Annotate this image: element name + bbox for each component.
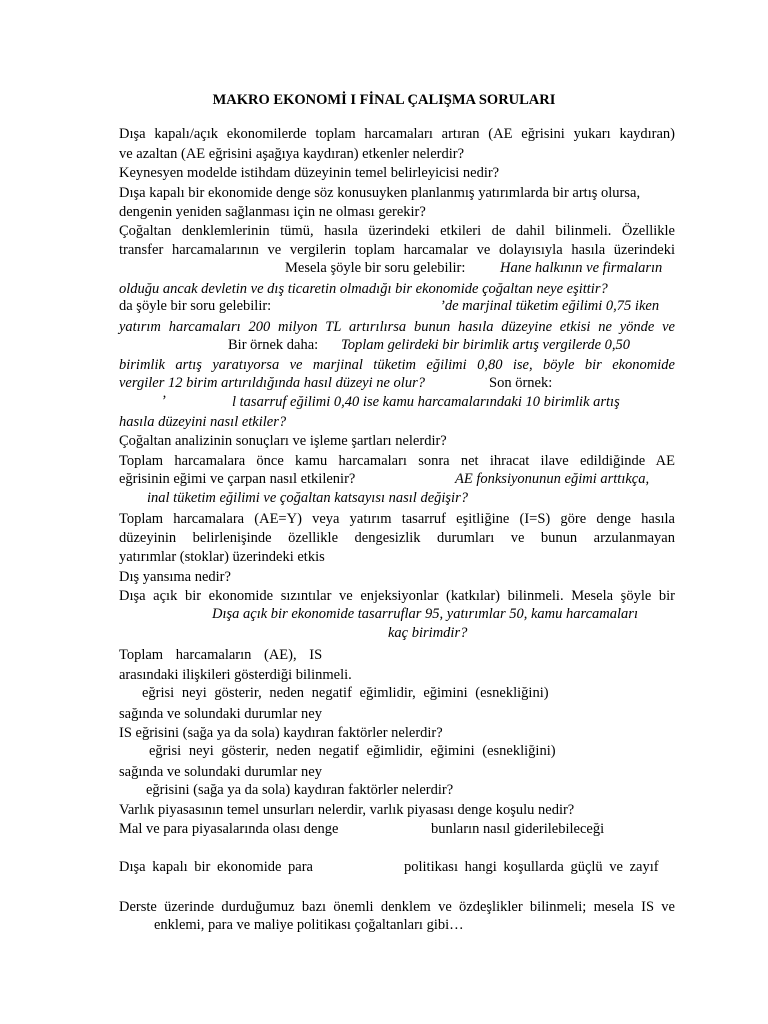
text-fragment: da şöyle bir soru gelebilir:	[119, 298, 272, 314]
text-fragment: Dışa açık bir ekonomide tasarruflar 95, yatırımlar 50, kamu harcamaları	[212, 606, 638, 622]
text-fragment: ’	[161, 393, 166, 409]
text-fragment: bunların nasıl giderilebileceği	[431, 821, 605, 837]
text-line: olduğu ancak devletin ve dış ticaretin olmadığı bir ekonomide çoğaltan neye eşittir?	[119, 281, 608, 297]
text-fragment: vergiler 12 birim artırıldığında hasıl düzeyi ne olur?	[119, 375, 425, 391]
text-line: Toplam harcamalara (AE=Y) veya yatırım tasarruf eşitliğine (I=S) göre denge hasıla	[119, 511, 675, 527]
text-fragment: inal tüketim eğilimi ve çoğaltan katsayısı nasıl değişir?	[147, 490, 468, 506]
text-line: birimlik artış yaratıyorsa ve marjinal tüketim eğilimi 0,80 ise, böyle bir ekonomide	[119, 357, 675, 373]
text-fragment: Toplam gelirdeki bir birimlik artış vergilerde 0,50	[341, 337, 631, 353]
text-fragment: Mal ve para piyasalarında olası denge	[119, 821, 339, 837]
text-line: transfer harcamalarının ve vergilerin toplam harcamalar ve dolayısıyla hasıla üzerindeki	[119, 242, 675, 258]
text-fragment: ’de marjinal tüketim eğilimi 0,75 iken	[440, 298, 660, 314]
text-fragment: kaç birimdir?	[388, 625, 468, 641]
text-line: Çoğaltan analizinin sonuçları ve işleme şartları nelerdir?	[119, 433, 447, 449]
text-fragment: Mesela şöyle bir soru gelebilir:	[285, 260, 466, 276]
page-title: MAKRO EKONOMİ I FİNAL ÇALIŞMA SORULARI	[212, 92, 556, 108]
text-line: yatırımlar (stoklar) üzerindeki etkis	[119, 549, 325, 565]
text-line: Derste üzerinde durduğumuz bazı önemli denklem ve özdeşlikler bilinmeli; mesela IS ve	[119, 899, 675, 915]
text-fragment: Bir örnek daha:	[228, 337, 319, 353]
text-fragment: politikası hangi koşullarda güçlü ve zayıf	[404, 859, 659, 875]
text-line: ve azaltan (AE eğrisini aşağıya kaydıran) etkenler nelerdir?	[119, 146, 465, 162]
text-line: Dışa kapalı/açık ekonomilerde toplam harcamaları artıran (AE eğrisini yukarı kaydıran)	[119, 126, 675, 142]
text-line: IS eğrisini (sağa ya da sola) kaydıran faktörler nelerdir?	[119, 725, 443, 741]
text-fragment: eğrisi neyi gösterir, neden negatif eğimlidir, eğimini (esnekliğini)	[149, 743, 556, 759]
text-fragment: Hane halkının ve firmaların	[500, 260, 663, 276]
text-line: arasındaki ilişkileri gösterdiği bilinmeli.	[119, 667, 352, 683]
text-line: Keynesyen modelde istihdam düzeyinin temel belirleyicisi nedir?	[119, 165, 500, 181]
text-line: sağında ve solundaki durumlar ney	[119, 706, 322, 722]
text-fragment: AE fonksiyonunun eğimi arttıkça,	[455, 471, 650, 487]
text-fragment: eğrisini (sağa ya da sola) kaydıran faktörler nelerdir?	[146, 782, 454, 798]
text-line: düzeyinin belirlenişinde özellikle dengesizlik durumları ve bunun arzulanmayan	[119, 530, 675, 546]
text-fragment: eğrisinin eğimi ve çarpan nasıl etkilenir?	[119, 471, 356, 487]
text-line: Toplam harcamalara önce kamu harcamaları sonra net ihracat ilave edildiğinde AE	[119, 453, 675, 469]
text-line: Çoğaltan denklemlerinin tümü, hasıla üzerindeki etkileri de dahil bilinmeli. Özellikle	[119, 223, 675, 239]
text-line: Dış yansıma nedir?	[119, 569, 231, 585]
text-fragment: Toplam harcamaların (AE), IS	[119, 647, 323, 663]
text-line: Dışa açık bir ekonomide sızıntılar ve enjeksiyonlar (katkılar) bilinmeli. Mesela şöyle bir	[119, 588, 675, 604]
text-line: dengenin yeniden sağlanması için ne olması gerekir?	[119, 204, 426, 220]
text-line: hasıla düzeyini nasıl etkiler?	[119, 414, 287, 430]
text-fragment: Son örnek:	[489, 375, 553, 391]
text-fragment: l tasarruf eğilimi 0,40 ise kamu harcamalarındaki 10 birimlik artış	[232, 394, 620, 410]
text-line: Dışa kapalı bir ekonomide denge söz konusuyken planlanmış yatırımlarda bir artış olursa,	[119, 185, 641, 201]
text-fragment: enklemi, para ve maliye politikası çoğaltanları gibi…	[154, 917, 464, 933]
text-line: sağında ve solundaki durumlar ney	[119, 764, 322, 780]
text-fragment: Dışa kapalı bir ekonomide para	[119, 859, 313, 875]
text-line: Varlık piyasasının temel unsurları nelerdir, varlık piyasası denge koşulu nedir?	[119, 802, 575, 818]
text-fragment: eğrisi neyi gösterir, neden negatif eğimlidir, eğimini (esnekliğini)	[142, 685, 549, 701]
text-line: yatırım harcamaları 200 milyon TL artırılırsa bunun hasıla düzeyine etkisi ne yönde ve	[119, 319, 675, 335]
